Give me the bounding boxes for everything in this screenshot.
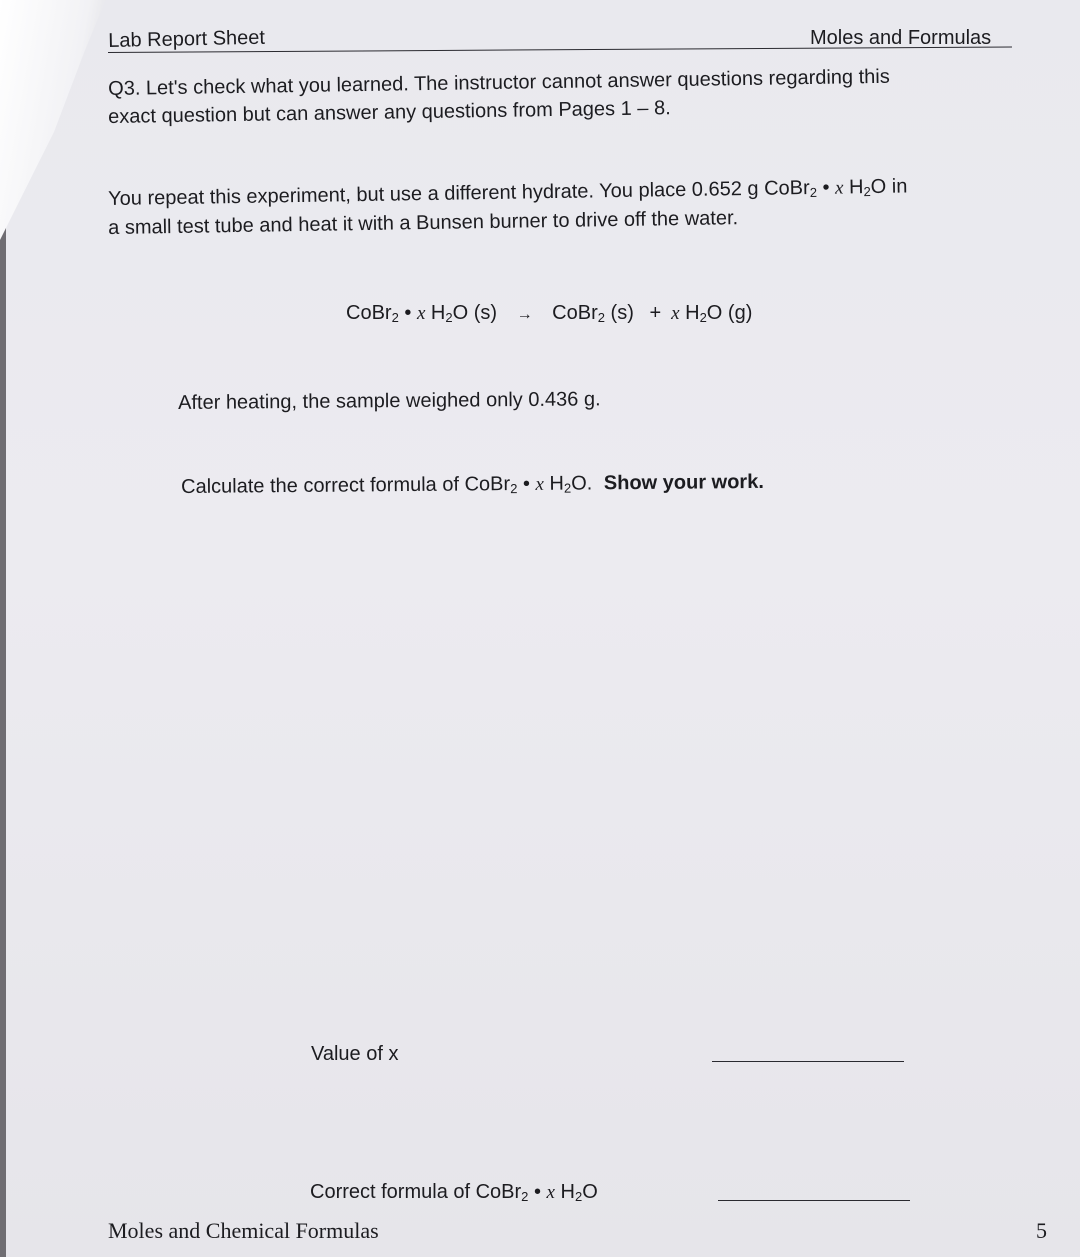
water-h: H (843, 176, 864, 199)
water-h: H (543, 472, 565, 495)
value-of-x-label: Value of x (311, 1043, 399, 1065)
water-o: O in (870, 175, 908, 199)
reaction-equation (346, 302, 752, 325)
hydrate-dot: • (398, 302, 417, 324)
hydrate-dot: • (528, 1181, 547, 1203)
hydrate-dot: • (517, 472, 536, 496)
plus-sign: + (649, 302, 662, 324)
header-title: Lab Report Sheet (108, 26, 266, 52)
question-line-2: exact question but can answer any questions from Pages 1 – 8. (108, 97, 671, 128)
subscript: 2 (809, 184, 818, 200)
correct-formula-label (310, 1181, 598, 1204)
product-water: H (679, 302, 700, 324)
water-o: O. (571, 472, 593, 495)
subscript: 2 (597, 310, 605, 325)
subscript: 2 (574, 1189, 583, 1204)
subscript: 2 (863, 184, 871, 200)
show-work-emphasis: Show your work. (603, 470, 764, 495)
value-of-x-answer-line[interactable] (712, 1061, 904, 1062)
variable-x: x (671, 303, 680, 324)
footer-title: Moles and Chemical Formulas (108, 1218, 379, 1243)
experiment-text: You repeat this experiment, but use a different hydrate. You place 0.652 g CoBr (108, 176, 810, 210)
hydrate-dot: • (816, 176, 836, 199)
formula-label-text: Correct formula of CoBr (310, 1181, 522, 1203)
page-number: 5 (1036, 1218, 1047, 1243)
subscript: 2 (445, 310, 453, 325)
variable-x: x (546, 1182, 555, 1203)
question-line-1: Q3. Let's check what you learned. The instructor cannot answer questions regarding this (108, 65, 890, 100)
product-cobr2: CoBr (552, 302, 598, 324)
experiment-line-2: a small test tube and heat it with a Bunsen burner to drive off the water. (108, 207, 739, 239)
subscript: 2 (563, 480, 572, 496)
reaction-arrow: → (516, 306, 533, 323)
calculate-text: Calculate the correct formula of CoBr (181, 473, 511, 498)
correct-formula-answer-line[interactable] (718, 1200, 910, 1201)
subscript: 2 (699, 310, 707, 325)
subscript: 2 (521, 1189, 529, 1204)
header-subject: Moles and Formulas (810, 27, 992, 49)
water-h: H (554, 1181, 575, 1203)
reactant-formula: CoBr (346, 302, 392, 324)
variable-x: x (535, 473, 545, 495)
variable-x: x (834, 177, 844, 199)
reactant-state: O (s) (452, 302, 498, 324)
water-o: O (582, 1181, 598, 1203)
variable-x: x (416, 303, 426, 324)
subscript: 2 (391, 310, 399, 325)
subscript: 2 (510, 481, 518, 497)
product-state: (s) (604, 302, 634, 324)
water-h: H (425, 302, 446, 324)
product-water-state: O (g) (706, 302, 753, 324)
after-heating-text: After heating, the sample weighed only 0.436 g. (178, 388, 601, 414)
